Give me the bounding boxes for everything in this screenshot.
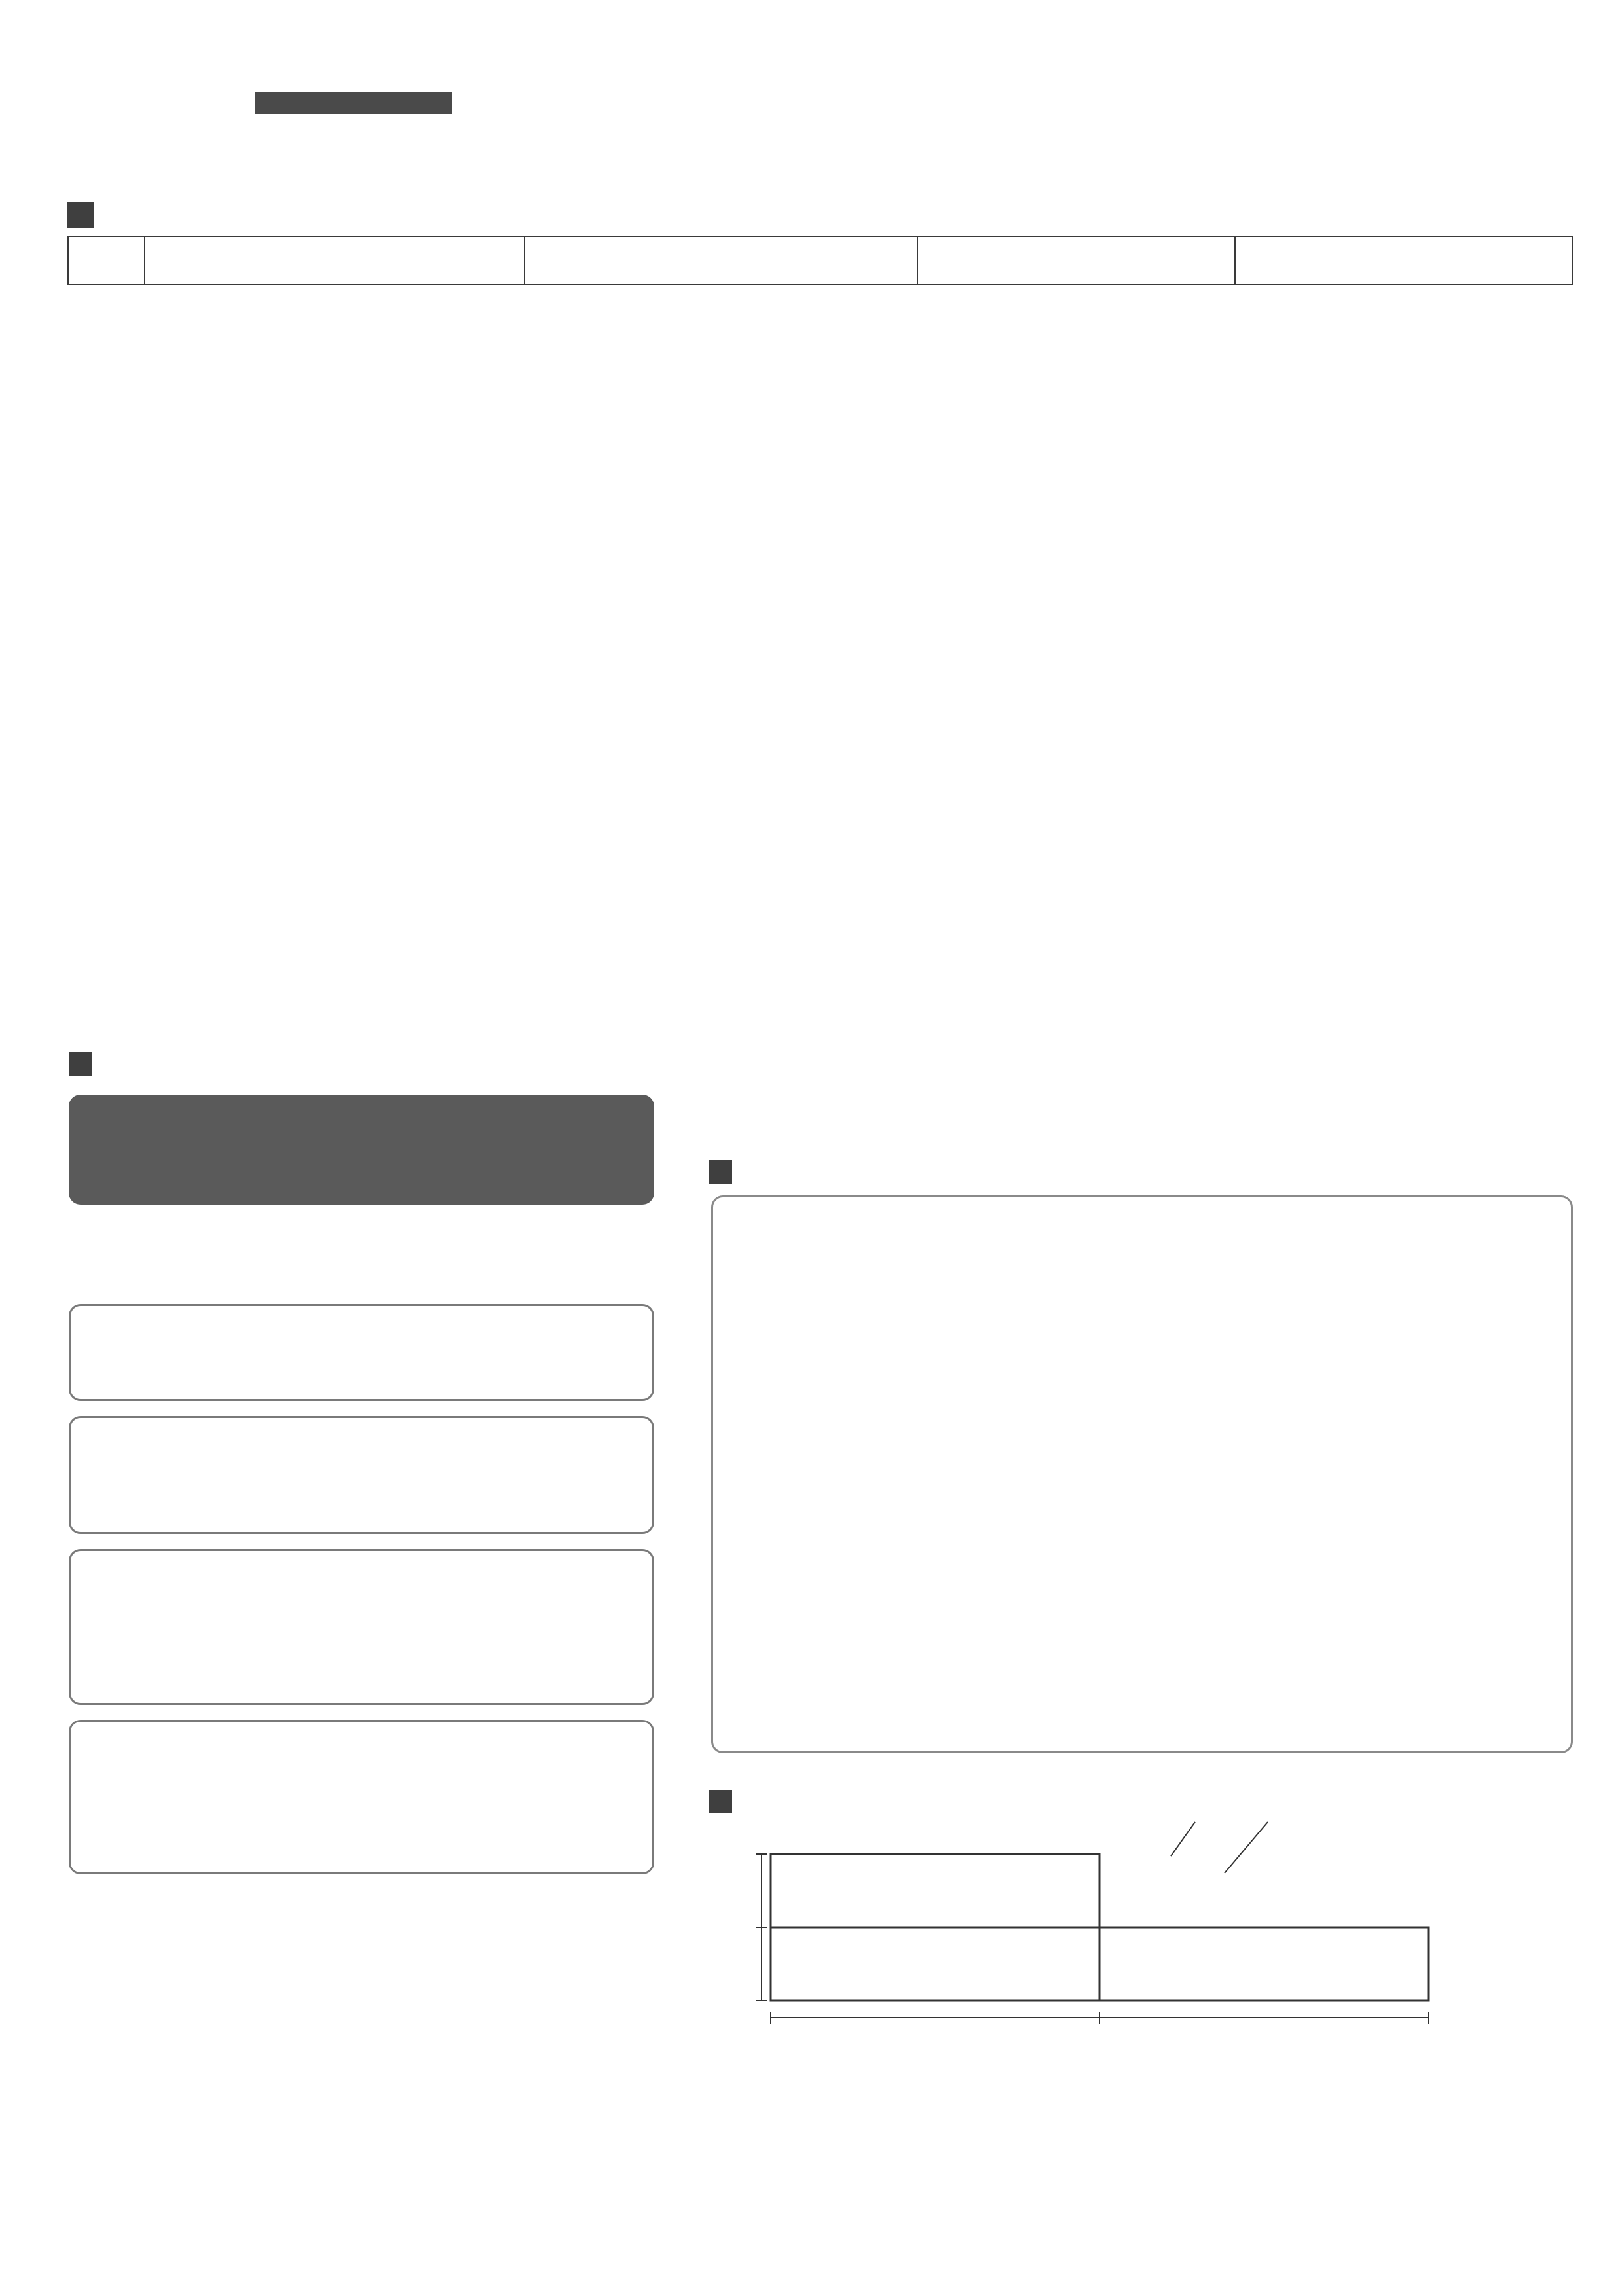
column-header — [68, 236, 145, 285]
column-header — [917, 236, 1235, 285]
product-table — [67, 236, 1573, 285]
method-heading — [69, 1046, 95, 1083]
square-bullet-icon — [67, 202, 94, 228]
column-header — [1235, 236, 1572, 285]
sealer-spec-box — [69, 1720, 654, 1874]
base-spec-box — [69, 1304, 654, 1401]
table-header-row — [68, 236, 1572, 285]
square-bullet-icon — [709, 1160, 732, 1184]
caution-box — [711, 1195, 1573, 1753]
panel-bottom-right — [1099, 1927, 1428, 2001]
caution-heading — [709, 1154, 735, 1190]
tape-callout-line — [1225, 1822, 1268, 1873]
installation-example-diagram — [694, 1791, 1585, 2052]
tape-spec-box — [69, 1549, 654, 1705]
logo-katakana — [255, 92, 452, 114]
adhesive-spec-box — [69, 1416, 654, 1534]
square-bullet-icon — [69, 1052, 92, 1076]
panel-bottom-left — [771, 1927, 1099, 2001]
product-list-heading — [67, 198, 96, 234]
panel-top — [771, 1854, 1099, 1927]
column-header — [525, 236, 917, 285]
adhesive-callout-line — [1171, 1822, 1195, 1856]
method-banner — [69, 1095, 654, 1205]
column-header — [145, 236, 525, 285]
